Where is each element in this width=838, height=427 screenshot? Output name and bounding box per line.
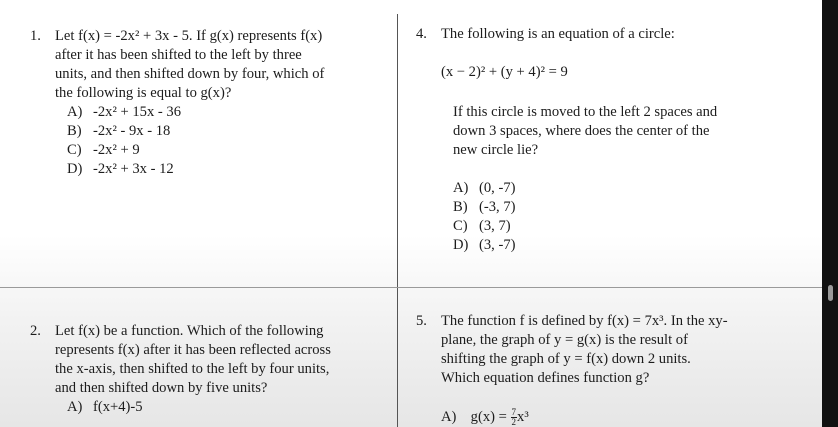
option-prefix: g(x) = (470, 408, 507, 425)
question-text-line: shifting the graph of y = f(x) down 2 units. (441, 351, 691, 367)
question-text-line: new circle lie? (453, 142, 539, 158)
option-text: -2x² + 9 (93, 142, 140, 158)
question-text-line: units, and then shifted down by four, which of (55, 66, 325, 82)
question-text-line: Which equation defines function g? (441, 370, 650, 386)
question-number: 2. (30, 323, 41, 339)
option-suffix: x³ (517, 408, 529, 425)
answer-option-b (55, 122, 324, 141)
answer-option-c (441, 217, 515, 236)
option-label: B) (453, 199, 468, 215)
scroll-indicator (828, 285, 833, 301)
option-text: (-3, 7) (479, 199, 516, 215)
answer-option-a (55, 398, 331, 417)
question-text-line: the x-axis, then shifted to the left by four units, (55, 361, 330, 377)
answer-option-b (441, 198, 515, 217)
option-text: (0, -7) (479, 180, 516, 196)
option-text: -2x² + 15x - 36 (93, 104, 181, 120)
option-label: D) (453, 237, 469, 253)
answer-option-a (441, 408, 529, 427)
circle-equation: (x − 2)² + (y + 4)² = 9 (441, 64, 568, 80)
answer-option-a (55, 103, 324, 122)
question-text-line: and then shifted down by five units? (55, 380, 268, 396)
option-label: A) (441, 408, 457, 425)
question-text-line: The function f is defined by f(x) = 7x³. In the xy- (441, 313, 728, 329)
option-label: A) (453, 180, 469, 196)
question-number: 4. (416, 26, 427, 42)
answer-option-d (441, 236, 515, 255)
option-text: (3, 7) (479, 218, 511, 234)
answer-option-c (55, 141, 324, 160)
question-text-line: represents f(x) after it has been reflected across (55, 342, 331, 358)
option-text: -2x² + 3x - 12 (93, 161, 174, 177)
column-divider (397, 14, 398, 427)
question-number: 5. (416, 313, 427, 329)
option-label: A) (67, 104, 83, 120)
row-divider (0, 287, 838, 288)
option-text: f(x+4)-5 (93, 399, 143, 415)
question-text-line: after it has been shifted to the left by three (55, 47, 302, 63)
fraction-numerator: 7 (511, 407, 517, 417)
option-label: A) (67, 399, 83, 415)
question-number: 1. (30, 28, 41, 44)
question-intro: The following is an equation of a circle: (441, 26, 675, 42)
option-text: -2x² - 9x - 18 (93, 123, 171, 139)
option-label: D) (67, 161, 83, 177)
option-text: (3, -7) (479, 237, 516, 253)
option-label: C) (67, 142, 82, 158)
question-text-line: plane, the graph of y = g(x) is the result of (441, 332, 688, 348)
question-text-line: Let f(x) be a function. Which of the following (55, 323, 324, 339)
video-edge-bar (822, 0, 838, 427)
question-text-line: the following is equal to g(x)? (55, 85, 232, 101)
question-text-line: Let f(x) = -2x² + 3x - 5. If g(x) represents f(x) (55, 28, 323, 44)
option-label: C) (453, 218, 468, 234)
answer-option-d (55, 160, 324, 179)
answer-option-a (441, 179, 515, 198)
question-text-line: down 3 spaces, where does the center of the (453, 123, 710, 139)
option-label: B) (67, 123, 82, 139)
fraction-denominator: 2 (511, 417, 517, 427)
question-text-line: If this circle is moved to the left 2 spaces and (453, 104, 718, 120)
